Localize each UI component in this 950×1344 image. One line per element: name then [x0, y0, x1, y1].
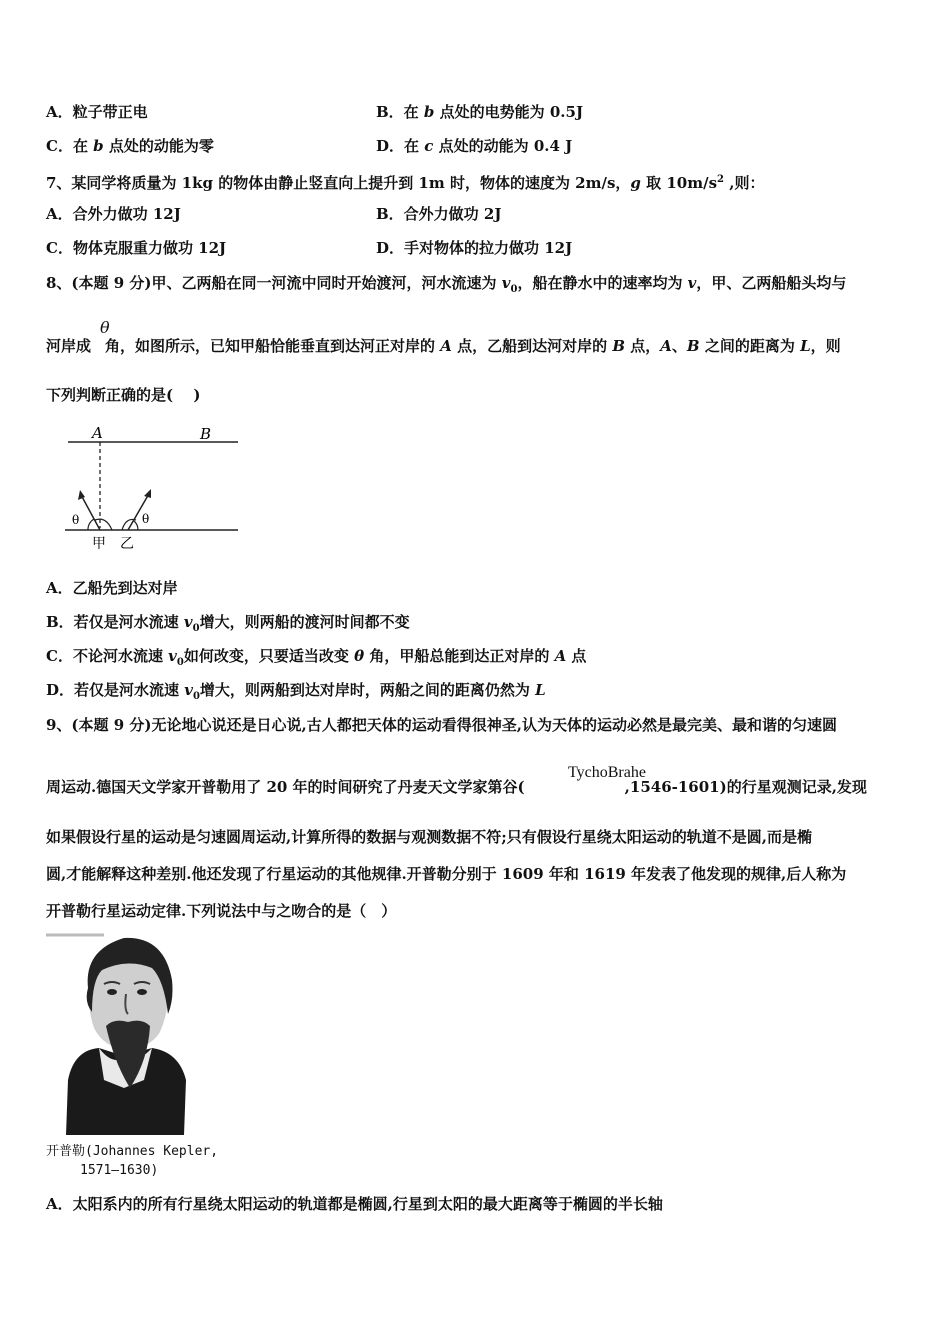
theta-symbol: θ [100, 318, 110, 337]
angle-arc-left [88, 519, 94, 530]
label-b: B [200, 425, 212, 443]
var-g: g [630, 174, 641, 192]
q6-option-a: A．粒子带正电 [46, 103, 148, 121]
right-eye [137, 989, 147, 995]
text: D．在 [376, 137, 425, 155]
var-v: v [183, 613, 193, 631]
text: 角，甲船总能到达正对岸的 [364, 647, 555, 665]
q8-stem-line1 [46, 273, 846, 300]
subscript: 0 [192, 691, 200, 702]
text: D．若仅是河水流速 [46, 681, 185, 699]
kepler-portrait [44, 930, 214, 1140]
q7-option-b: B．合外力做功 2J [376, 205, 502, 223]
boat-jia-label: 甲 [92, 536, 106, 552]
tycho-brahe-name: TychoBrahe [568, 764, 646, 781]
q8-option-d [46, 680, 546, 707]
var-v: v [184, 681, 193, 699]
text: 点处的电势能为 0.5J [434, 103, 584, 121]
var-A: A [440, 337, 452, 355]
label-a: A [92, 424, 103, 442]
text: C．不论河水流速 [46, 647, 169, 665]
q7-stem [46, 170, 764, 193]
arrowhead-icon [144, 489, 151, 498]
q9-option-a: A．太阳系内的所有行星绕太阳运动的轨道都是椭圆,行星到太阳的最大距离等于椭圆的半长轴 [46, 1195, 663, 1213]
text: 增大，则两船的渡河时间都不变 [199, 613, 410, 631]
q7-option-d: D．手对物体的拉力做功 12J [376, 239, 573, 257]
q7-option-a: A．合外力做功 12J [46, 205, 181, 223]
subscript: 0 [176, 657, 184, 668]
q9-stem-line5: 开普勒行星运动定律.下列说法中与之吻合的是（ ） [46, 902, 397, 920]
q8-option-c [46, 646, 586, 673]
portrait-caption-years: 1571—1630) [80, 1163, 159, 1178]
q6-option-d [376, 136, 572, 156]
portrait-caption-name: 开普勒(Johannes Kepler, [46, 1144, 219, 1159]
var-v: v [168, 647, 177, 665]
text: 点处的动能为零 [103, 137, 214, 155]
q9-stem-line4: 圆,才能解释这种差别.他还发现了行星运动的其他规律.开普勒分别于 1609 年和 1619 年发表了他发现的规律,后人称为 [46, 865, 847, 883]
q9-stem-line3: 如果假设行星的运动是匀速圆周运动,计算所得的数据与观测数据不符;只有假设行星绕太阳运动的轨道不是圆,而是椭 [46, 828, 812, 846]
var-theta: θ [354, 647, 365, 665]
text: 如何改变，只要适当改变 [183, 647, 355, 665]
text: 7、某同学将质量为 1kg 的物体由静止竖直向上提升到 1m 时，物体的速度为 2m/s， [46, 174, 631, 192]
text: 周运动.德国天文学家开普勒用了 20 年的时间研究了丹麦天文学家第谷( [46, 778, 525, 796]
text: 增大，则两船到达对岸时，两船之间的距离仍然为 [199, 681, 536, 699]
q8-option-b [46, 612, 410, 639]
q8-option-a: A．乙船先到达对岸 [46, 579, 178, 597]
text: ,则： [724, 174, 765, 192]
arrowhead-icon [78, 490, 85, 500]
q8-stem-line2 [46, 336, 841, 356]
var-B: B [686, 337, 700, 355]
var-b: b [93, 137, 104, 155]
var-B: B [612, 337, 626, 355]
subscript: 0 [192, 623, 200, 634]
text: 点处的动能为 0.4 J [433, 137, 573, 155]
text: 点 [566, 647, 587, 665]
boat-jia-arrow [80, 493, 100, 530]
theta-left: θ [72, 513, 80, 527]
var-A: A [660, 337, 672, 355]
q9-stem-line1: 9、(本题 9 分)无论地心说还是日心说,古人都把天体的运动看得很神圣,认为天体的运动必然是最完美、最和谐的匀速圆 [46, 716, 837, 734]
text: 取 10m/s [640, 174, 718, 192]
var-v: v [687, 274, 697, 292]
var-v: v [501, 274, 511, 292]
q6-option-c [46, 136, 214, 156]
var-L: L [535, 681, 546, 699]
text: 8、(本题 9 分)甲、乙两船在同一河流中同时开始渡河，河水流速为 [46, 274, 502, 292]
q6-option-b [376, 102, 583, 122]
q7-option-c: C．物体克服重力做功 12J [46, 239, 227, 257]
text: ,1546-1601)的行星观测记录,发现 [624, 778, 867, 796]
text: 点， [625, 337, 661, 355]
q8-stem-line3: 下列判断正确的是( ) [46, 386, 201, 404]
text: ，则 [810, 337, 841, 355]
q9-stem-line2 [46, 777, 867, 797]
text: B．若仅是河水流速 [46, 613, 184, 631]
var-A: A [554, 647, 567, 665]
var-c: c [424, 137, 434, 155]
var-b: b [423, 103, 435, 121]
text: ，甲、乙两船船头均与 [696, 274, 847, 292]
river-diagram [60, 420, 245, 555]
superscript: 2 [717, 174, 725, 185]
text: 河岸成 [46, 337, 92, 355]
text: ，船在静水中的速率均为 [517, 274, 688, 292]
text: C．在 [46, 137, 94, 155]
text: B．在 [376, 103, 424, 121]
text: 之间的距离为 [699, 337, 801, 355]
text: 角，如图所示，已知甲船恰能垂直到达河正对岸的 [105, 337, 441, 355]
angle-arc-right [134, 521, 138, 530]
text: 、 [671, 337, 687, 355]
text: 点，乙船到达河对岸的 [451, 337, 613, 355]
boat-yi-label: 乙 [120, 536, 134, 552]
theta-right: θ [142, 512, 150, 526]
left-eye [107, 989, 117, 995]
subscript: 0 [510, 284, 518, 295]
var-L: L [800, 337, 811, 355]
